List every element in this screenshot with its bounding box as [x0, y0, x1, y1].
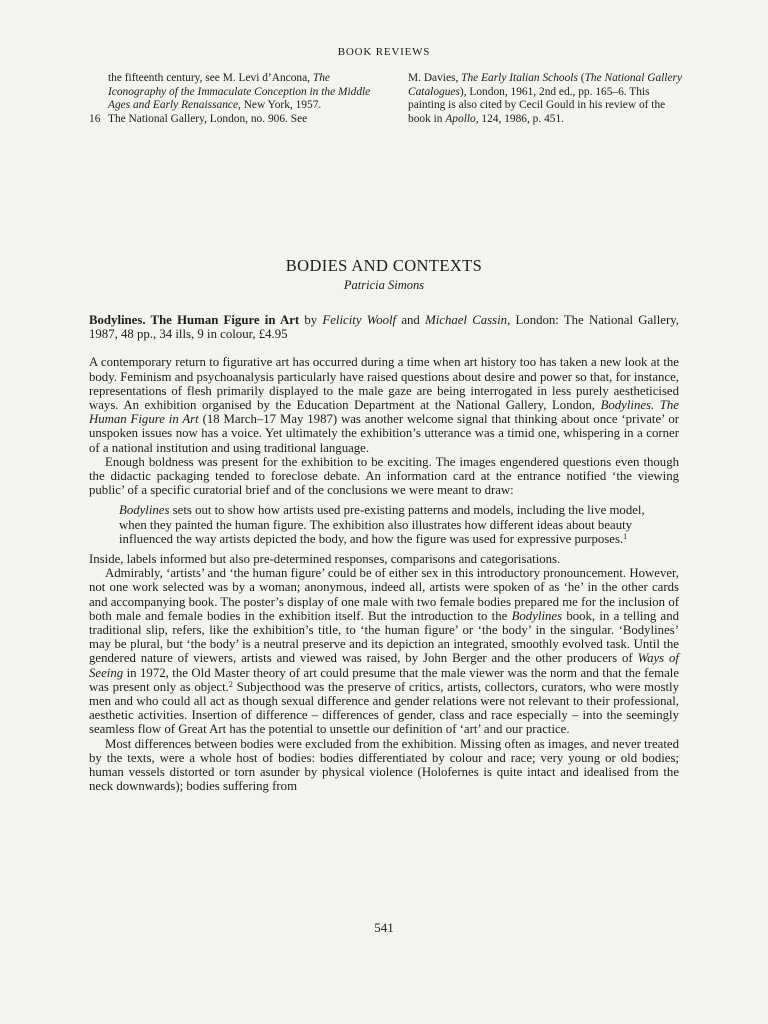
paragraph-1	[89, 355, 679, 454]
footnote-text: The National Gallery, London, no. 906. See	[108, 112, 308, 125]
quote-title: Bodylines	[119, 503, 170, 518]
footnote-cited-journal: Apollo	[445, 112, 476, 125]
footnote-text: ), London, 1961, 2nd ed., pp. 165–6. This painting is also cited by Cecil Gould in his review of the book in	[408, 85, 666, 125]
citation-text: by	[299, 313, 323, 327]
paragraph-4	[89, 566, 679, 736]
footnote-cited-title: The Early Italian Schools	[461, 72, 578, 84]
reviewed-book-author: Felicity Woolf	[322, 313, 397, 327]
footnote-cited-title: The National Gallery Catalogues	[408, 72, 683, 98]
article-author: Patricia Simons	[343, 278, 425, 292]
footnotes-right-column	[408, 72, 688, 126]
paragraph-3: Inside, labels informed but also pre-determined responses, comparisons and categorisations.	[89, 552, 561, 567]
reviewed-book-author: Michael Cassin	[425, 313, 508, 327]
book-title: Ways of Seeing	[89, 651, 679, 680]
footnote-text: , 124, 1986, p. 451.	[475, 112, 564, 125]
footnote-text-tail: , New York, 1957.	[238, 99, 322, 112]
paragraph-text: Subjecthood was the preserve of critics, artists, collectors, curators, who were mostly men and who could all act as though sexual difference and gender relations were not relevant to their professional, aesthetic activities. Insertion of difference – differences of gender, class and race especially – into the seemingly seamless flow of Great Art has the potential to unsettle our definition of ‘art’ and our practice.	[89, 679, 679, 737]
paragraph-text: (18 March–17 May 1987) was another welcome signal that thinking about once ‘private’ or unspoken issues now has a voice. Yet ultimately the exhibition’s utterance was a timid one, whispering in a corner of a national institution and using traditional language.	[89, 412, 679, 455]
note-reference: 1	[623, 531, 628, 541]
footnote-text: the fifteenth century, see M. Levi d’Ancona,	[108, 72, 313, 84]
running-head: BOOK REVIEWS	[337, 46, 431, 58]
book-title: Bodylines	[511, 608, 563, 623]
footnote-text: M. Davies,	[408, 72, 462, 84]
page-number: 541	[374, 920, 394, 935]
footnote-continuation	[89, 72, 379, 113]
footnote-text: (	[577, 72, 585, 84]
paragraph-2: Enough boldness was present for the exhibition to be exciting. The images engendered questions even though the didactic packaging tended to foreclose debate. An information card at the entrance notified ‘the viewing public’ of a specific curatorial brief and of the conclusions we were meant to draw:	[89, 454, 679, 498]
footnote-16	[89, 113, 379, 127]
reviewed-book-citation	[89, 313, 679, 341]
exhibition-title: Bodylines. The Human Figure in Art	[89, 398, 679, 427]
footnotes-left-column	[89, 72, 379, 126]
reviewed-book-title: Bodylines. The Human Figure in Art	[89, 313, 300, 327]
citation-text: and	[396, 313, 426, 327]
quote-text: sets out to show how artists used pre-existing patterns and models, including the live model, when they painted the human figure. The exhibition also illustrates how different ideas about beauty influenced the way artists depicted the body, and how the figure was used for expressive purposes.	[119, 503, 645, 546]
paragraph-text: book, in a telling and traditional slip, refers, like the exhibition’s title, to ‘the human figure’ or ‘the body’ in the singular. ‘Bodylines’ may be plural, but ‘the body’ is a neutral preserve and its depiction an integrated, smoothly evolved task. Until the gendered nature of viewers, artists and viewed was raised, by John Berger and the other producers of	[89, 608, 679, 666]
block-quote	[119, 503, 659, 546]
paragraph-5: Most differences between bodies were excluded from the exhibition. Missing often as images, and never treated by the texts, were a whole host of bodies: bodies differentiated by colour and race; very young or old bodies; human vessels distorted or torn asunder by physical violence (Holofernes is quite intact and idealised from the neck downwards); bodies suffering from	[89, 736, 679, 794]
note-reference: 2	[228, 679, 233, 689]
footnote-number: 16	[89, 112, 101, 125]
article-title: BODIES AND CONTEXTS	[285, 256, 483, 275]
article-body	[89, 313, 679, 794]
paragraph-text: in 1972, the Old Master theory of art could presume that the male viewer was the norm and that the female was present only as object.	[89, 665, 679, 694]
paragraph-text: Admirably, ‘artists’ and ‘the human figure’ could be of either sex in this introductory pronouncement. However, not one work selected was by a woman; anonymous, indeed all, artists were spoken of as ‘he’ in the other cards and accompanying book. The poster’s display of one male with two female bodies prepared me for the inclusion of both male and female bodies in the exhibition itself. But the introduction to the	[89, 566, 679, 623]
footnote-cited-title: The Iconography of the Immaculate Conception in the Middle Ages and Early Renaissance	[108, 72, 371, 112]
paragraph-text: A contemporary return to figurative art has occurred during a time when art history too has taken a new look at the body. Feminism and psychoanalysis particularly have raised questions about desire and power so that, for instance, representations of flesh primarily displayed to the male gaze are being interrogated in less purely aestheticised ways. An exhibition organised by the Education Department at the National Gallery, London,	[89, 355, 679, 413]
footnote-16-continuation	[408, 72, 688, 126]
reviewed-book-details: , London: The National Gallery, 1987, 48 pp., 34 ills, 9 in colour, £4.95	[89, 313, 679, 342]
article-heading	[0, 257, 768, 293]
